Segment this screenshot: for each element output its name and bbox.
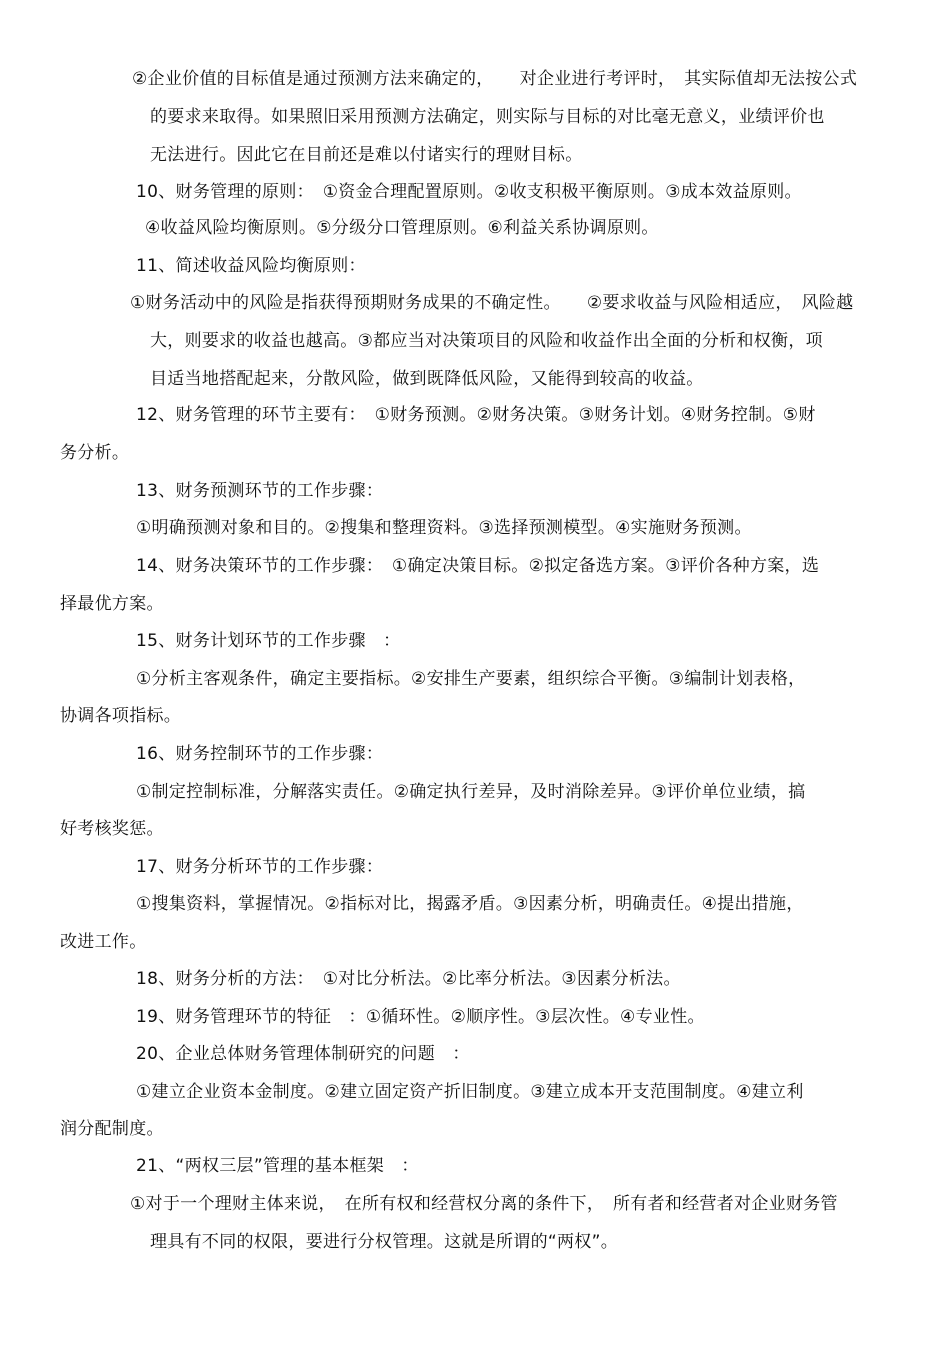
text-line: ①制定控制标准，分解落实责任。②确定执行差异，及时消除差异。③评价单位业绩，搞 (136, 782, 806, 802)
text-line: 无法进行。因此它在目前还是难以付诸实行的理财目标。 (150, 145, 583, 165)
text-line: ①财务活动中的风险是指获得预期财务成果的不确定性。 ②要求收益与风险相适应， 风险越 (130, 293, 854, 313)
text-line: 好考核奖惩。 (60, 819, 164, 839)
text-line: 18、财务分析的方法： ①对比分析法。②比率分析法。③因素分析法。 (136, 969, 681, 989)
section-heading: 21、“两权三层”管理的基本框架 ： (136, 1156, 419, 1176)
text-line: ①对于一个理财主体来说， 在所有权和经营权分离的条件下， 所有者和经营者对企业财务管 (130, 1194, 838, 1214)
text-line: 择最优方案。 (60, 594, 164, 614)
text-line: ②企业价值的目标值是通过预测方法来确定的， 对企业进行考评时， 其实际值却无法按公式 (132, 69, 858, 89)
text-line: 19、财务管理环节的特征 ：①循环性。②顺序性。③层次性。④专业性。 (136, 1007, 705, 1027)
text-line: 14、财务决策环节的工作步骤： ①确定决策目标。②拟定备选方案。③评价各种方案，选 (136, 556, 820, 576)
section-heading: 11、简述收益风险均衡原则： (136, 256, 366, 276)
text-line: 12、财务管理的环节主要有： ①财务预测。②财务决策。③财务计划。④财务控制。⑤财 (136, 405, 816, 425)
section-heading: 17、财务分析环节的工作步骤： (136, 857, 384, 877)
text-line: 协调各项指标。 (60, 706, 182, 726)
text-line: ①搜集资料，掌握情况。②指标对比，揭露矛盾。③因素分析，明确责任。④提出措施， (136, 894, 804, 914)
text-line: 润分配制度。 (60, 1119, 164, 1139)
text-line: ①明确预测对象和目的。②搜集和整理资料。③选择预测模型。④实施财务预测。 (136, 518, 752, 538)
section-heading: 20、企业总体财务管理体制研究的问题 ： (136, 1044, 470, 1064)
text-line: 务分析。 (60, 443, 130, 463)
text-line: 大，则要求的收益也越高。③都应当对决策项目的风险和收益作出全面的分析和权衡，项 (150, 331, 823, 351)
text-line: ①建立企业资本金制度。②建立固定资产折旧制度。③建立成本开支范围制度。④建立利 (136, 1082, 804, 1102)
text-line: 理具有不同的权限，要进行分权管理。这就是所谓的“两权”。 (150, 1232, 619, 1252)
section-heading: 16、财务控制环节的工作步骤： (136, 744, 384, 764)
section-heading: 13、财务预测环节的工作步骤： (136, 481, 384, 501)
text-line: 改进工作。 (60, 932, 147, 952)
text-line: ①分析主客观条件，确定主要指标。②安排生产要素，组织综合平衡。③编制计划表格， (136, 669, 806, 689)
text-line: 10、财务管理的原则： ①资金合理配置原则。②收支积极平衡原则。③成本效益原则。 (136, 182, 802, 202)
text-line: ④收益风险均衡原则。⑤分级分口管理原则。⑥利益关系协调原则。 (145, 218, 659, 238)
text-line: 目适当地搭配起来，分散风险，做到既降低风险，又能得到较高的收益。 (150, 369, 704, 389)
text-line: 的要求来取得。如果照旧采用预测方法确定，则实际与目标的对比毫无意义，业绩评价也 (150, 107, 825, 127)
section-heading: 15、财务计划环节的工作步骤 ： (136, 631, 401, 651)
